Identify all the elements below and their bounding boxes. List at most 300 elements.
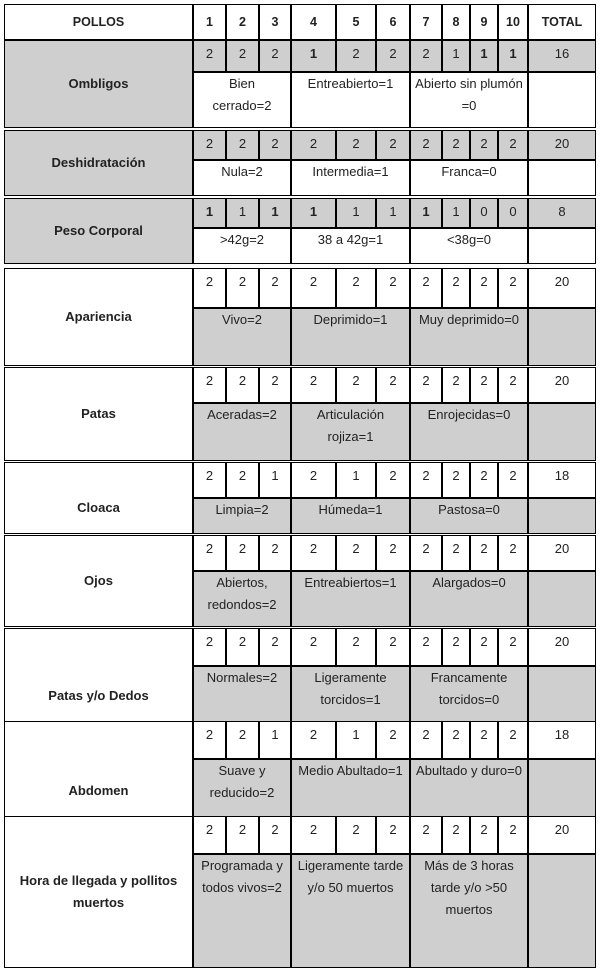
score-value: 0 [509,204,517,219]
legend-text: <38g=0 [446,232,492,247]
legend-text: >42g=2 [219,232,265,247]
total-cell [528,130,596,160]
score-cell [259,721,291,759]
total-value: 18 [554,468,570,483]
score-cell [442,268,470,308]
score-value: 2 [238,46,247,61]
score-value: 2 [389,822,397,837]
total-value: 20 [554,373,570,388]
score-value: 2 [271,822,279,837]
score-value: 2 [509,822,517,837]
score-value: 2 [205,634,214,649]
score-cell [442,130,470,160]
row-label-cell [4,721,193,817]
score-value: 2 [271,136,279,151]
score-cell [226,40,259,72]
score-cell [193,535,226,571]
score-value: 1 [452,204,460,219]
score-value: 1 [352,727,360,742]
legend-cell [193,759,291,817]
score-cell [336,130,376,160]
score-cell [376,268,410,308]
legend-cell [193,854,291,968]
total-empty-cell [528,308,596,366]
score-cell [442,721,470,759]
score-value: 1 [205,204,214,219]
header-column-label: 1 [206,15,213,29]
legend-cell [193,571,291,627]
header-column-3 [259,4,291,40]
legend-text: Ligeramente tarde y/o 50 muertos [297,858,404,895]
score-cell [259,268,291,308]
legend-cell [193,72,291,128]
score-value: 2 [452,136,460,151]
legend-cell [193,160,291,196]
score-value: 2 [352,541,360,556]
legend-cell [410,666,528,722]
score-value: 1 [452,46,460,61]
header-column-10 [498,4,528,40]
score-cell [498,816,528,854]
score-value: 2 [309,468,318,483]
legend-cell [410,854,528,968]
legend-text: Nula=2 [221,164,263,179]
score-cell [410,628,442,666]
row-label: Cloaca [77,500,120,515]
score-value: 2 [238,634,247,649]
legend-cell [410,759,528,817]
score-cell [226,268,259,308]
score-value: 1 [238,204,247,219]
score-cell [259,198,291,228]
score-value: 2 [509,727,517,742]
header-column-label: 10 [506,15,520,29]
score-value: 2 [238,136,247,151]
score-value: 2 [309,727,318,742]
score-value: 2 [205,468,214,483]
score-cell [442,367,470,403]
score-cell [470,535,498,571]
score-cell [336,462,376,498]
score-cell [336,198,376,228]
score-value: 1 [422,204,430,219]
score-cell [376,535,410,571]
score-cell [410,721,442,759]
score-value: 2 [452,634,460,649]
total-cell [528,816,596,854]
score-cell [410,816,442,854]
score-value: 2 [205,822,214,837]
row-label: Patas [81,406,116,421]
legend-text: Vivo=2 [222,312,262,327]
score-cell [336,268,376,308]
score-cell [193,462,226,498]
row-label: Patas y/o Dedos [48,688,149,703]
score-cell [291,268,336,308]
score-value: 2 [452,274,460,289]
score-cell [470,367,498,403]
score-value: 1 [389,204,397,219]
row-label: Abdomen [68,783,129,798]
score-cell [259,462,291,498]
legend-text: Pastosa=0 [438,502,500,517]
score-cell [498,535,528,571]
score-value: 2 [309,274,318,289]
score-cell [226,462,259,498]
legend-cell [410,160,528,196]
header-column-label: 4 [310,15,317,29]
header-column-label: 6 [389,15,397,29]
legend-cell [291,403,410,461]
score-value: 2 [509,541,517,556]
score-cell [470,816,498,854]
row-label-cell [4,40,193,128]
legend-text: Medio Abultado=1 [298,763,403,778]
total-empty-cell [528,759,596,817]
score-value: 2 [422,274,430,289]
total-cell [528,198,596,228]
total-value: 20 [554,634,570,649]
score-value: 2 [205,274,214,289]
legend-cell [410,403,528,461]
score-value: 1 [309,46,318,61]
score-cell [291,198,336,228]
legend-cell [193,498,291,534]
row-label-cell [4,628,193,722]
score-value: 2 [352,822,360,837]
legend-cell [193,228,291,264]
row-label: Apariencia [65,309,132,324]
total-empty-cell [528,571,596,627]
score-value: 2 [389,373,397,388]
header-column-5 [336,4,376,40]
score-cell [193,628,226,666]
score-cell [376,462,410,498]
score-value: 2 [309,373,318,388]
score-cell [291,535,336,571]
row-label-cell [4,462,193,534]
score-value: 2 [422,46,430,61]
score-value: 2 [509,373,517,388]
legend-text: Francamente torcidos=0 [430,670,508,707]
total-empty-cell [528,666,596,722]
score-cell [498,198,528,228]
score-value: 2 [480,136,488,151]
legend-cell [291,228,410,264]
score-cell [336,816,376,854]
score-cell [336,628,376,666]
score-value: 2 [205,373,214,388]
score-cell [193,367,226,403]
score-cell [226,130,259,160]
score-cell [376,198,410,228]
score-cell [376,816,410,854]
legend-cell [291,759,410,817]
row-label-cell [4,816,193,968]
score-cell [470,268,498,308]
score-cell [291,721,336,759]
row-label: Ombligos [68,76,129,91]
header-label-cell [4,4,193,40]
total-cell [528,462,596,498]
score-value: 2 [422,822,430,837]
legend-cell [291,571,410,627]
score-value: 1 [509,46,517,61]
legend-text: Entreabierto=1 [307,76,394,91]
score-value: 2 [238,274,247,289]
row-label: Ojos [84,573,113,588]
score-cell [193,40,226,72]
score-value: 2 [238,822,247,837]
total-value: 20 [554,822,570,837]
score-value: 2 [238,727,247,742]
legend-text: Franca=0 [441,164,497,179]
header-column-label: 5 [352,15,360,29]
legend-text: Alargados=0 [432,575,506,590]
score-value: 2 [271,541,279,556]
score-cell [376,721,410,759]
score-cell [442,628,470,666]
total-value: 8 [558,204,566,219]
legend-text: Bien cerrado=2 [212,76,272,113]
total-cell [528,535,596,571]
row-label-cell [4,130,193,196]
score-cell [410,130,442,160]
score-value: 2 [205,46,214,61]
total-value: 20 [554,274,570,289]
score-cell [376,367,410,403]
legend-text: Deprimido=1 [313,312,388,327]
score-cell [410,40,442,72]
header-column-label: 9 [480,15,488,29]
score-value: 1 [271,727,279,742]
score-cell [291,816,336,854]
legend-cell [291,666,410,722]
score-value: 2 [509,468,517,483]
score-value: 2 [205,541,214,556]
score-value: 2 [309,541,318,556]
score-value: 2 [509,136,517,151]
score-value: 2 [238,373,247,388]
legend-text: Ligeramente torcidos=1 [314,670,387,707]
score-value: 2 [480,727,488,742]
score-value: 2 [509,274,517,289]
legend-text: Húmeda=1 [318,502,383,517]
legend-text: Más de 3 horas tarde y/o >50 muertos [424,858,514,917]
score-value: 0 [480,204,488,219]
total-empty-cell [528,228,596,264]
row-label-cell [4,198,193,264]
score-cell [336,367,376,403]
legend-cell [410,228,528,264]
total-cell [528,268,596,308]
score-value: 2 [452,541,460,556]
score-value: 2 [422,541,430,556]
header-column-label: 2 [239,15,246,29]
score-cell [410,535,442,571]
score-value: 2 [422,634,430,649]
total-empty-cell [528,160,596,196]
score-value: 2 [480,274,488,289]
header-column-label: 3 [271,15,279,29]
score-cell [291,462,336,498]
legend-cell [410,308,528,366]
score-cell [259,40,291,72]
legend-text: Abiertos, redondos=2 [207,575,277,612]
total-value: 18 [554,727,570,742]
score-value: 2 [352,373,360,388]
score-cell [259,535,291,571]
score-cell [193,721,226,759]
score-cell [226,367,259,403]
header-column-1 [193,4,226,40]
score-cell [442,40,470,72]
score-cell [291,130,336,160]
score-value: 1 [352,468,360,483]
score-cell [442,535,470,571]
score-cell [470,462,498,498]
score-value: 1 [309,204,318,219]
total-cell [528,721,596,759]
score-cell [226,721,259,759]
section-gap [0,264,602,268]
legend-cell [291,498,410,534]
score-cell [291,367,336,403]
total-cell [528,628,596,666]
score-value: 2 [389,541,397,556]
legend-cell [410,571,528,627]
total-value: 20 [554,541,570,556]
legend-cell [291,854,410,968]
score-value: 2 [271,373,279,388]
score-value: 2 [480,634,488,649]
score-cell [193,130,226,160]
legend-text: Programada y todos vivos=2 [201,858,283,895]
header-column-label: 7 [422,15,430,29]
score-value: 2 [422,136,430,151]
header-column-6 [376,4,410,40]
score-value: 2 [205,136,214,151]
total-cell [528,40,596,72]
legend-cell [410,498,528,534]
score-cell [226,535,259,571]
score-cell [442,816,470,854]
legend-text: Entreabiertos=1 [304,575,397,590]
score-cell [498,268,528,308]
total-empty-cell [528,403,596,461]
legend-text: Suave y reducido=2 [209,763,275,800]
score-cell [336,721,376,759]
row-label: Hora de llegada y pollitos muertos [19,873,178,910]
score-value: 2 [309,822,318,837]
score-cell [259,130,291,160]
score-value: 2 [389,468,397,483]
header-column-2 [226,4,259,40]
score-cell [442,198,470,228]
score-value: 1 [271,204,279,219]
score-cell [470,40,498,72]
score-value: 2 [452,468,460,483]
legend-cell [291,160,410,196]
legend-cell [193,666,291,722]
score-cell [498,40,528,72]
score-cell [498,367,528,403]
legend-text: Muy deprimido=0 [418,312,520,327]
header-column-label: 8 [452,15,460,29]
score-value: 2 [271,46,279,61]
legend-cell [193,308,291,366]
score-value: 2 [480,468,488,483]
header-column-9 [470,4,498,40]
legend-text: Intermedia=1 [312,164,389,179]
score-value: 2 [389,136,397,151]
score-value: 2 [352,46,360,61]
score-value: 2 [238,468,247,483]
legend-text: Enrojecidas=0 [427,407,511,422]
score-value: 2 [480,541,488,556]
header-label: POLLOS [72,15,125,29]
score-cell [376,40,410,72]
legend-cell [193,403,291,461]
score-cell [410,198,442,228]
score-cell [410,367,442,403]
score-cell [193,816,226,854]
score-value: 2 [389,727,397,742]
score-value: 2 [509,634,517,649]
total-empty-cell [528,72,596,128]
score-cell [193,198,226,228]
total-cell [528,367,596,403]
score-value: 2 [352,136,360,151]
score-value: 2 [422,727,430,742]
score-value: 2 [480,373,488,388]
row-label-cell [4,535,193,627]
score-value: 2 [422,373,430,388]
header-column-7 [410,4,442,40]
score-value: 2 [389,634,397,649]
row-label: Peso Corporal [54,223,143,238]
score-value: 2 [480,822,488,837]
score-cell [291,40,336,72]
score-cell [226,628,259,666]
score-cell [376,628,410,666]
score-cell [259,628,291,666]
legend-text: 38 a 42g=1 [317,232,384,247]
total-value: 16 [554,46,570,61]
score-cell [291,628,336,666]
score-cell [498,721,528,759]
legend-text: Abierto sin plumón =0 [415,76,523,113]
score-value: 2 [238,541,247,556]
legend-text: Limpia=2 [215,502,269,517]
score-cell [498,462,528,498]
score-value: 1 [352,204,360,219]
score-cell [470,130,498,160]
score-cell [470,198,498,228]
score-cell [193,268,226,308]
score-value: 2 [452,727,460,742]
score-value: 2 [271,634,279,649]
score-cell [498,628,528,666]
score-value: 2 [309,634,318,649]
score-value: 2 [352,634,360,649]
legend-text: Articulación rojiza=1 [316,407,385,444]
score-cell [442,462,470,498]
score-value: 1 [480,46,488,61]
score-value: 2 [389,46,397,61]
score-cell [226,198,259,228]
score-value: 2 [352,274,360,289]
